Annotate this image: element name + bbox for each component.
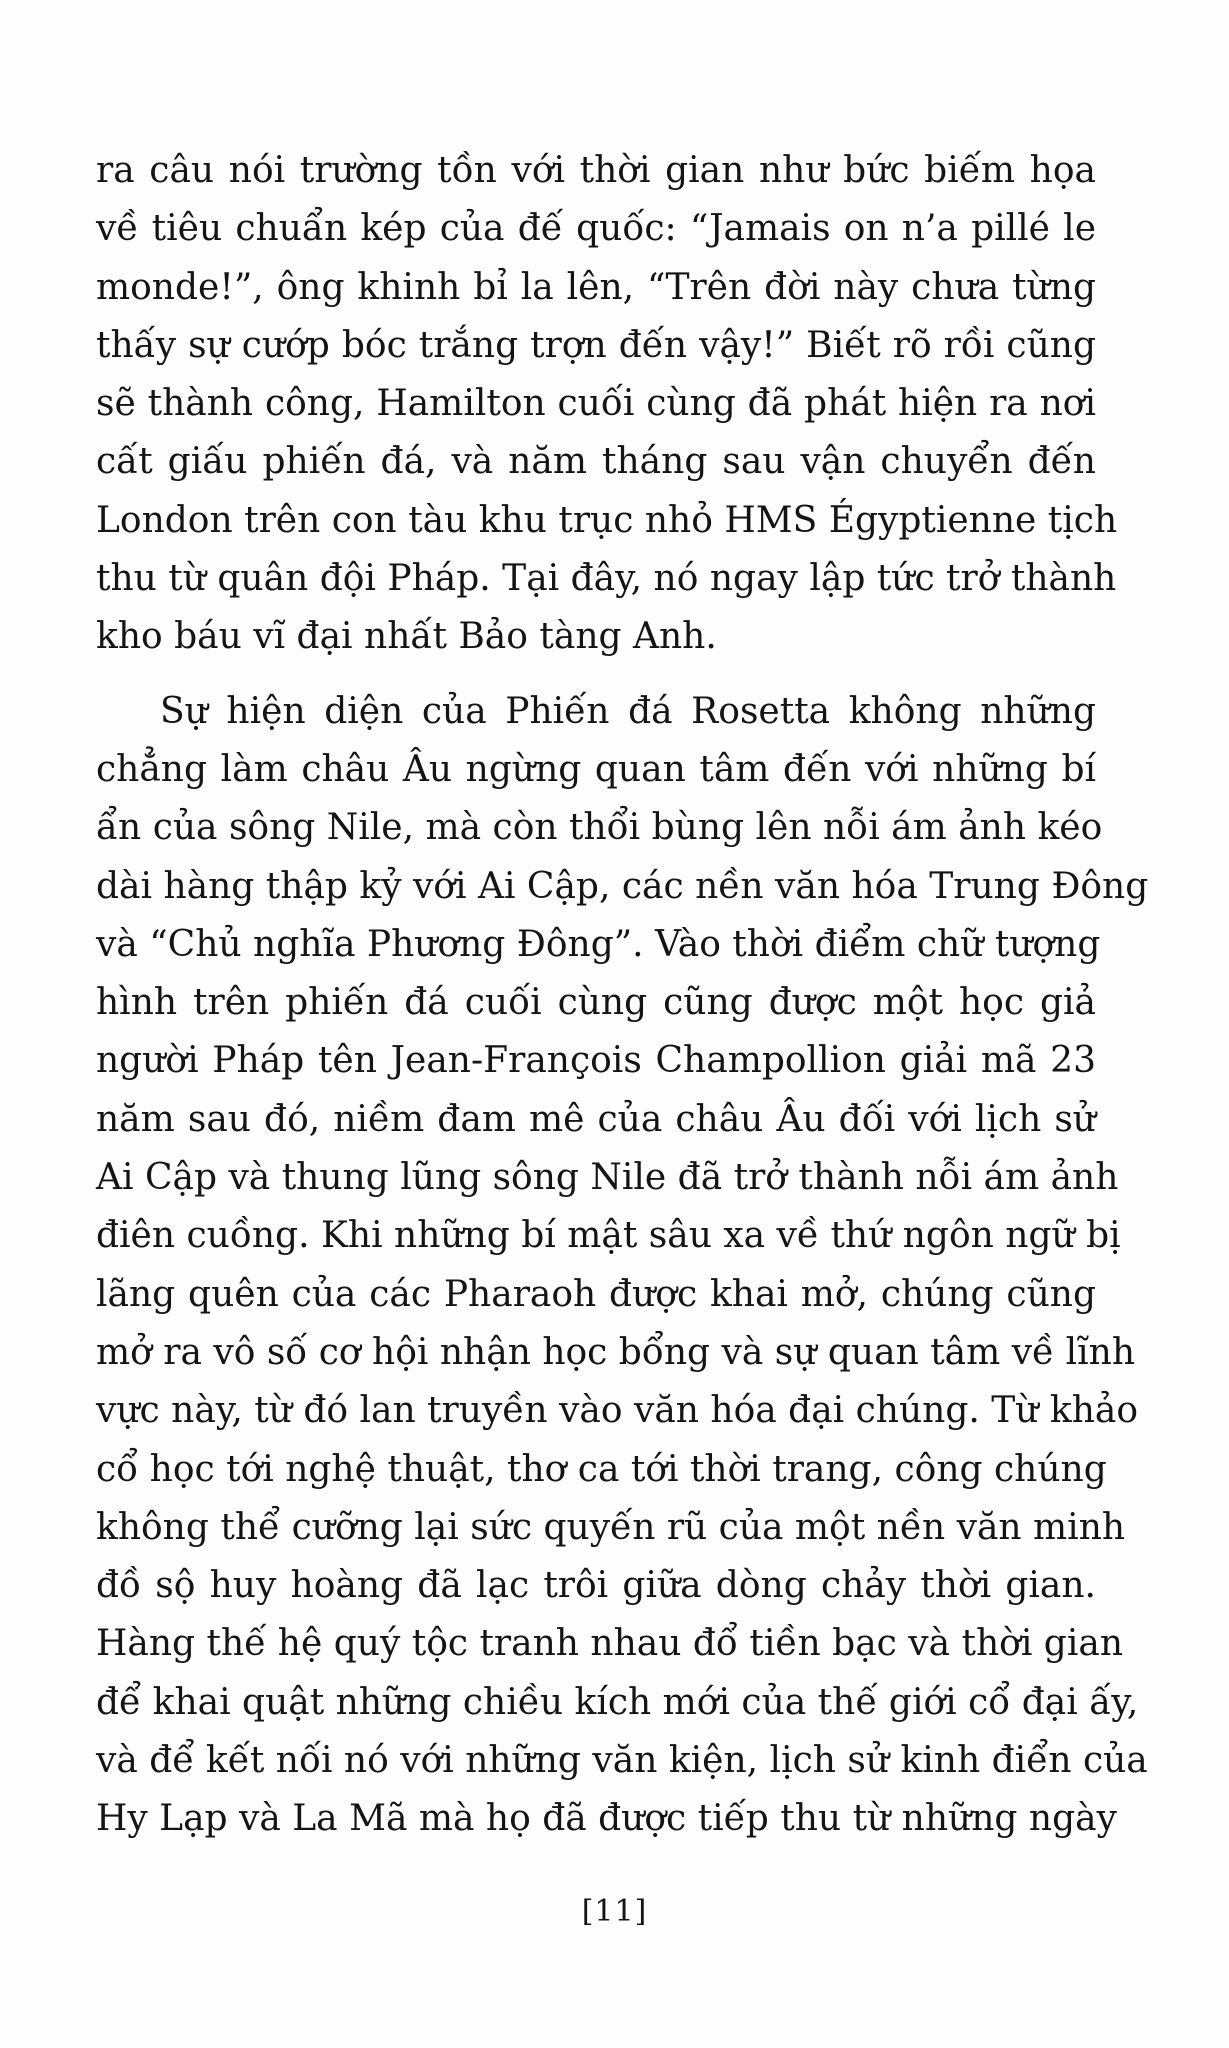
text-line: điên cuồng. Khi những bí mật sâu xa về thứ ngôn ngữ bị (96, 1215, 1121, 1257)
text-line: hình trên phiến đá cuối cùng cũng được một học giả (96, 982, 1096, 1024)
text-line: và “Chủ nghĩa Phương Đông”. Vào thời điểm chữ tượng (96, 923, 1101, 965)
text-line: thấy sự cướp bóc trắng trợn đến vậy!” Biết rõ rồi cũng (96, 324, 1096, 366)
text-line: Hy Lạp và La Mã mà họ đã được tiếp thu từ những ngày (96, 1798, 1117, 1840)
text-line: London trên con tàu khu trục nhỏ HMS Égyptienne tịch (96, 499, 1118, 541)
text-line: và để kết nối nó với những văn kiện, lịch sử kinh điển của (96, 1740, 1148, 1782)
text-line: đồ sộ huy hoàng đã lạc trôi giữa dòng chảy thời gian. (96, 1565, 1096, 1607)
text-line: vực này, từ đó lan truyền vào văn hóa đại chúng. Từ khảo (96, 1390, 1139, 1432)
text-line: kho báu vĩ đại nhất Bảo tàng Anh. (96, 616, 717, 658)
text-line: cổ học tới nghệ thuật, thơ ca tới thời trang, công chúng (96, 1448, 1107, 1490)
paragraph-2 (96, 683, 1149, 1849)
body-text (96, 142, 1149, 1849)
text-line: dài hàng thập kỷ với Ai Cập, các nền văn hóa Trung Đông (96, 865, 1149, 907)
text-line: ẩn của sông Nile, mà còn thổi bùng lên nỗi ám ảnh kéo (96, 807, 1103, 849)
page-number: [11] (581, 1894, 648, 1929)
text-line: lãng quên của các Pharaoh được khai mở, chúng cũng (96, 1273, 1096, 1315)
text-line: cất giấu phiến đá, và năm tháng sau vận chuyển đến (96, 441, 1096, 483)
text-line: người Pháp tên Jean-François Champollion giải mã 23 (96, 1040, 1096, 1082)
text-line (96, 200, 1096, 258)
paragraph-gap (96, 667, 1096, 683)
text-line: sẽ thành công, Hamilton cuối cùng đã phát hiện ra nơi (96, 383, 1096, 425)
text-line: monde!”, ông khinh bỉ la lên, “Trên đời này chưa từng (96, 266, 1096, 308)
text-line: mở ra vô số cơ hội nhận học bổng và sự quan tâm về lĩnh (96, 1331, 1136, 1373)
text-line: chẳng làm châu Âu ngừng quan tâm đến với những bí (96, 748, 1096, 790)
text-line: Hàng thế hệ quý tộc tranh nhau đổ tiền bạc và thời gian (96, 1623, 1124, 1665)
text-line: ra câu nói trường tồn với thời gian như bức biếm họa (96, 150, 1096, 191)
text-line: Ai Cập và thung lũng sông Nile đã trở thành nỗi ám ảnh (96, 1157, 1119, 1199)
text-line: năm sau đó, niềm đam mê của châu Âu đối với lịch sử (96, 1098, 1096, 1140)
text-fragment: về tiêu chuẩn kép của đế quốc: “Jamais on n’a pillé le (96, 208, 1096, 250)
paragraph-1 (96, 142, 1118, 667)
text-line: không thể cưỡng lại sức quyến rũ của một nền văn minh (96, 1506, 1126, 1548)
text-line: thu từ quân đội Pháp. Tại đây, nó ngay lập tức trở thành (96, 558, 1117, 600)
text-line: để khai quật những chiều kích mới của thế giới cổ đại ấy, (96, 1681, 1139, 1723)
text-line: Sự hiện diện của Phiến đá Rosetta không những (160, 690, 1096, 732)
